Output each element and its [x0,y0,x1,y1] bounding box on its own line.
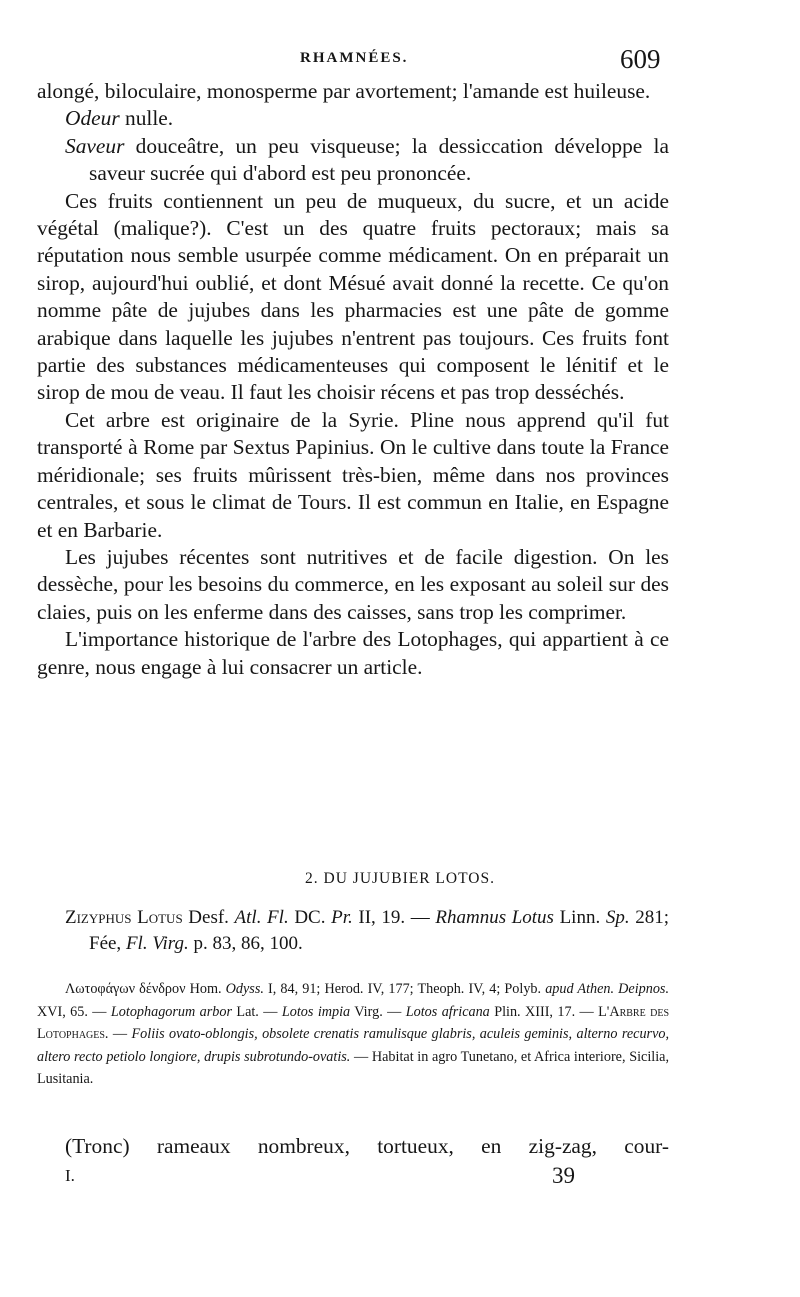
ref-atl-fl: Atl. Fl. [234,907,289,928]
ref-fl-virg: Fl. Virg. [125,933,189,954]
note-seg-15: — Habitat in agro Tunetano, et Africa interiore, Sicilia, Lusitania. [37,1048,669,1087]
note-seg-7: Lat. — [232,1003,282,1020]
note-seg-14: Foliis ovato-oblongis, obsolete crenatis ramulisque glabris, aculeis geminis, alterno recurvo, altero recto petiolo longiore, drupis subrotundo-ovatis. [37,1026,670,1065]
note-seg-6: Lotophagorum arbor [110,1003,232,1020]
species-name: Zizyphus Lotus [65,907,183,928]
page-number: 609 [620,44,661,74]
ref-fl-virg-pages: p. 83, 86, 100. [188,933,303,954]
note-seg-1: Λωτοφάγων δένδρον Hom. [65,981,226,997]
paragraph-lotophages: L'importance historique de l'arbre des Lotophages, qui appartient à ce genre, nous engage à lui consacrer un article. [37,627,669,679]
synonym-rhamnus: Rhamnus Lotus [435,907,554,928]
ref-pr-volume: II, 19. — [352,907,436,928]
paragraph-drying: Les jujubes récentes sont nutritives et de facile digestion. On les dessèche, pour les besoins du commerce, en les exposant au soleil sur des claies, puis on les enferme dans des caisses, sans trop les comprimer. [37,544,669,624]
note-seg-5: XVI, 65. — [37,1003,111,1020]
paragraph-composition: Ces fruits contiennent un peu de muqueux, du sucre, et un acide végétal (malique?). C'est un des quatre fruits pectoraux; mais sa réputation nous semble usurpée comme médicament. On en préparait un sirop, aujourd'hui oublié, et dont Mésué avait donné la recette. Ce qu'on nomme pâte de jujubes dans les pharmacies est une pâte de gomme arabique dans laquelle les jujubes n'entrent pas toujours. Ces fruits font partie des substances médicamenteuses qui composent le lénitif et le sirop de mou de veau. Il faut les choisir récens et pas trop desséchés. [37,188,669,405]
note-seg-13: — [108,1026,132,1042]
ref-pr: Pr. [331,907,353,928]
note-seg-8: Lotos impia [281,1003,351,1020]
ref-sp: Sp. [605,907,630,928]
note-seg-11: Plin. XIII, 17. — [489,1003,599,1020]
last-line: (Tronc) rameaux nombreux, tortueux, en zig-zag, cour- [65,1134,669,1158]
saveur-text: douceâtre, un peu visqueuse; la dessiccation développe la saveur sucrée qui d'abord est peu prononcée. [89,133,669,186]
note-seg-10: Lotos africana [405,1003,490,1020]
sheet-number: 39 [552,1163,575,1188]
author-linn: Linn. [553,907,606,928]
note-seg-2: Odyss. [225,981,264,997]
note-seg-3: I, 84, 91; Herod. IV, 177; Theoph. IV, 4; Polyb. [263,981,546,997]
paragraph-odeur [37,105,669,132]
note-seg-9: Virg. — [350,1003,406,1020]
references-paragraph [37,978,669,1091]
odeur-text: nulle. [119,106,174,131]
references-note [37,978,669,1091]
author-desf: Desf. [182,907,235,928]
ref-sp-page: 281; Fée, [89,907,669,954]
signature-mark: I. [65,1166,75,1185]
synonymy-block [37,905,669,957]
paragraph-origin: Cet arbre est originaire de la Syrie. Pline nous apprend qu'il fut transporté à Rome par Sextus Papinius. On le cultive dans toute la France méridionale; ses fruits mûrissent très-bien, même dans nos provinces centrales, et sous le climat de Tours. Il est commun en Italie, en Espagne et en Barbarie. [37,407,669,542]
running-title: RHAMNÉES. [300,50,409,66]
ref-dc: DC. [288,907,332,928]
section-heading: 2. DU JUJUBIER LOTOS. [305,870,495,887]
paragraph-saveur [37,133,669,188]
odeur-label: Odeur [65,106,120,131]
paragraph-continuation: alongé, biloculaire, monosperme par avortement; l'amande est huileuse. [37,79,651,103]
saveur-label: Saveur [65,133,125,158]
synonymy-line [37,905,669,957]
note-seg-4: apud Athen. Deipnos. [545,981,670,997]
main-text [37,78,669,681]
note-seg-12: L'Arbre des Lotophages. [37,1003,670,1042]
